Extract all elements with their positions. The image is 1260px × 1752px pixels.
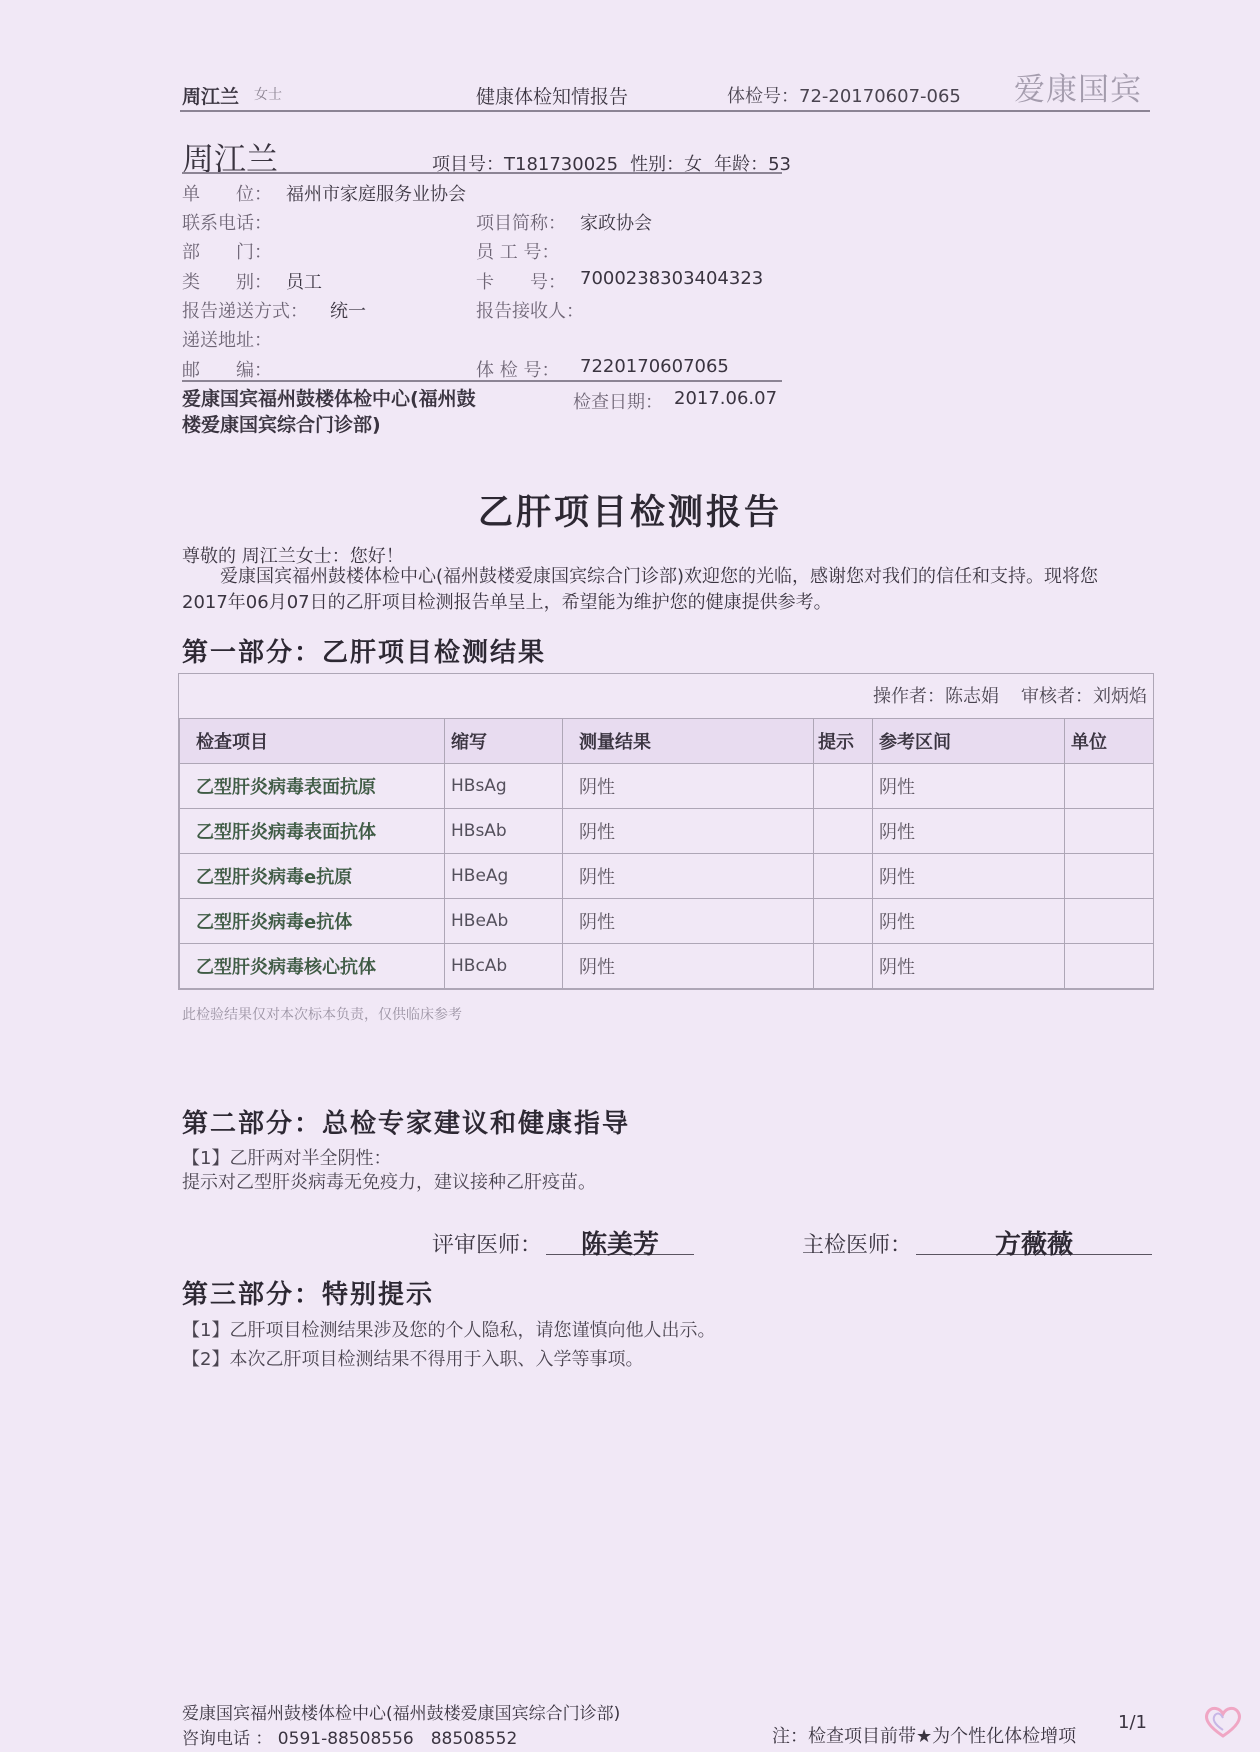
check-date-value: 2017.06.07 — [674, 388, 778, 409]
part3-title: 第三部分：特别提示 — [182, 1280, 435, 1310]
test-range: 阴性 — [873, 809, 1065, 854]
organization-name: 爱康国宾福州鼓楼体检中心(福州鼓楼爱康国宾综合门诊部) — [182, 388, 476, 436]
results-panel — [178, 673, 1154, 990]
divider — [182, 380, 782, 382]
table-row — [180, 854, 1154, 899]
test-unit — [1065, 854, 1154, 899]
footer-center-name: 爱康国宾福州鼓楼体检中心(福州鼓楼爱康国宾综合门诊部) — [182, 1704, 621, 1724]
exam-no-label: 体 检 号： — [476, 360, 560, 381]
test-hint — [814, 944, 873, 989]
receiver-label: 报告接收人： — [476, 301, 584, 322]
test-abbr: HBeAg — [445, 854, 563, 899]
address-label: 递送地址： — [182, 330, 272, 351]
footer-phone: 咨询电话 ： 0591-88508556 88508552 — [182, 1729, 518, 1749]
test-result: 阴性 — [563, 809, 814, 854]
project-abbr-value: 家政协会 — [580, 213, 652, 234]
phone-label: 联系电话： — [182, 213, 272, 234]
test-hint — [814, 854, 873, 899]
category-value: 员工 — [286, 272, 322, 293]
result-disclaimer: 此检验结果仅对本次标本负责，仅供临床参考 — [182, 1007, 462, 1023]
exam-no-value: 7220170607065 — [580, 356, 729, 377]
test-range: 阴性 — [873, 944, 1065, 989]
zip-label: 邮 编： — [182, 360, 272, 381]
footer-contact — [182, 1702, 620, 1752]
test-result: 阴性 — [563, 899, 814, 944]
test-item: 乙型肝炎病毒表面抗原 — [180, 764, 445, 809]
column-header: 单位 — [1065, 719, 1154, 764]
test-result: 阴性 — [563, 944, 814, 989]
intro-paragraph: 爱康国宾福州鼓楼体检中心(福州鼓楼爱康国宾综合门诊部)欢迎您的光临，感谢您对我们的信任和支持。现将您2017年06月07日的乙肝项目检测报告单呈上，希望能为维护您的健康提供参考。 — [182, 566, 1099, 613]
footer-note: 注：检查项目前带★为个性化体检增项 — [772, 1726, 1077, 1747]
column-header: 参考区间 — [873, 719, 1065, 764]
check-date-label: 检查日期： — [573, 392, 663, 413]
test-hint — [814, 899, 873, 944]
delivery-label: 报告递送方式： — [182, 301, 308, 322]
delivery-value: 统一 — [330, 301, 366, 322]
test-result: 阴性 — [563, 854, 814, 899]
advice-line-2: 提示对乙型肝炎病毒无免疫力，建议接种乙肝疫苗。 — [182, 1172, 596, 1193]
reviewer: 审核者：刘炳焰 — [1021, 686, 1147, 707]
patient-age: 年龄：53 — [714, 154, 791, 175]
table-row — [180, 809, 1154, 854]
test-abbr: HBsAg — [445, 764, 563, 809]
special-tip-2: 【2】本次乙肝项目检测结果不得用于入职、入学等事项。 — [182, 1349, 644, 1370]
chief-doctor-label: 主检医师： — [802, 1233, 913, 1258]
column-header: 测量结果 — [563, 719, 814, 764]
test-range: 阴性 — [873, 854, 1065, 899]
brand-heart-icon — [1198, 1700, 1248, 1742]
table-row — [180, 944, 1154, 989]
test-item: 乙型肝炎病毒核心抗体 — [180, 944, 445, 989]
greeting: 尊敬的 周江兰女士：您好！ — [182, 546, 404, 567]
test-unit — [1065, 899, 1154, 944]
chief-doctor-signature: 方薇薇 — [916, 1224, 1152, 1255]
page-number: 1/1 — [1118, 1712, 1147, 1733]
header-patient-name: 周江兰 — [182, 86, 240, 108]
test-abbr: HBeAb — [445, 899, 563, 944]
staff-no-label: 员 工 号： — [476, 242, 560, 263]
patient-gender: 性别：女 — [630, 154, 703, 175]
divider — [182, 172, 782, 174]
dept-label: 部 门： — [182, 242, 272, 263]
card-label: 卡 号： — [476, 272, 566, 293]
test-unit — [1065, 809, 1154, 854]
test-item: 乙型肝炎病毒表面抗体 — [180, 809, 445, 854]
test-unit — [1065, 944, 1154, 989]
header-exam-number: 体检号：72-20170607-065 — [727, 86, 961, 107]
test-hint — [814, 764, 873, 809]
report-title: 乙肝项目检测报告 — [477, 493, 782, 533]
part2-title: 第二部分：总检专家建议和健康指导 — [182, 1109, 631, 1139]
test-abbr: HBsAb — [445, 809, 563, 854]
test-item: 乙型肝炎病毒e抗体 — [180, 899, 445, 944]
review-doctor-signature: 陈美芳 — [546, 1224, 694, 1255]
column-header: 缩写 — [445, 719, 563, 764]
category-label: 类 别： — [182, 272, 272, 293]
card-value: 7000238303404323 — [580, 268, 764, 289]
report-header — [180, 70, 1150, 112]
operator-reviewer — [851, 682, 1147, 708]
column-header: 检查项目 — [180, 719, 445, 764]
table-row — [180, 899, 1154, 944]
part1-title: 第一部分：乙肝项目检测结果 — [182, 638, 547, 668]
results-table — [179, 718, 1154, 989]
header-report-name: 健康体检知情报告 — [476, 86, 629, 108]
operator: 操作者：陈志娟 — [873, 686, 999, 707]
test-range: 阴性 — [873, 899, 1065, 944]
project-number: 项目号：T181730025 — [432, 154, 619, 175]
unit-value: 福州市家庭服务业协会 — [286, 184, 466, 205]
brand-logo-text: 爱康国宾 — [1014, 72, 1142, 108]
test-item: 乙型肝炎病毒e抗原 — [180, 854, 445, 899]
patient-name: 周江兰 — [182, 140, 279, 178]
table-row — [180, 764, 1154, 809]
column-header: 提示 — [814, 719, 873, 764]
table-header-row — [180, 719, 1154, 764]
special-tip-1: 【1】乙肝项目检测结果涉及您的个人隐私，请您谨慎向他人出示。 — [182, 1320, 716, 1341]
review-doctor-label: 评审医师： — [432, 1233, 543, 1258]
test-unit — [1065, 764, 1154, 809]
advice-line-1: 【1】乙肝两对半全阴性： — [182, 1148, 392, 1169]
unit-label: 单 位： — [182, 184, 272, 205]
test-abbr: HBcAb — [445, 944, 563, 989]
test-result: 阴性 — [563, 764, 814, 809]
header-title-suffix: 女士 — [254, 87, 282, 103]
test-range: 阴性 — [873, 764, 1065, 809]
test-hint — [814, 809, 873, 854]
project-abbr-label: 项目简称： — [476, 213, 566, 234]
